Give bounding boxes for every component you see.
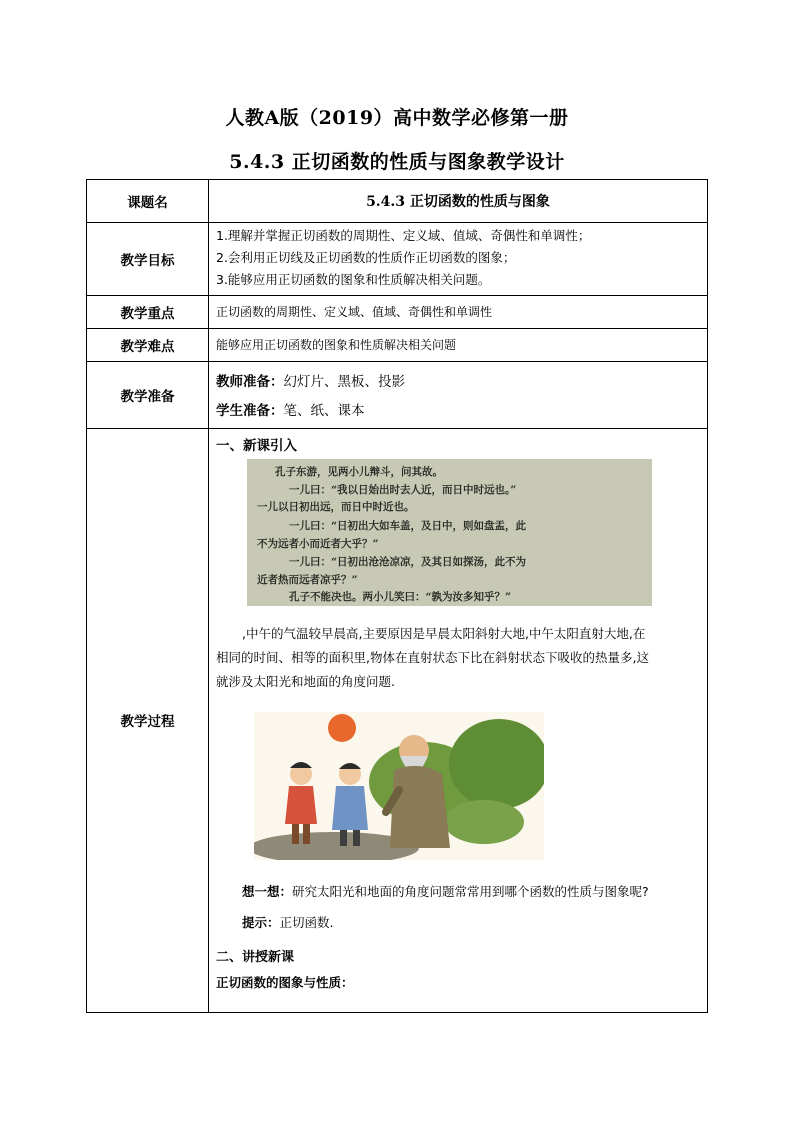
section-new-heading: 二、讲授新课 xyxy=(216,950,295,965)
poem-image xyxy=(247,459,652,606)
child-leg xyxy=(353,830,360,846)
student-prep xyxy=(216,399,365,419)
poem-line: 一儿曰：“我以日始出时去人近，而日中时远也。” xyxy=(289,484,517,496)
student-prep-value: 笔、纸、课本 xyxy=(283,403,365,419)
lesson-table xyxy=(86,179,708,1013)
doc-title: 人教A版（2019）高中数学必修第一册 xyxy=(225,107,569,129)
poem-line: 不为远者小而近者大乎？” xyxy=(257,538,379,550)
doc-subtitle: 5.4.3 正切函数的性质与图象教学设计 xyxy=(229,151,565,173)
confucius-children-illustration xyxy=(254,712,544,860)
column-divider xyxy=(208,180,209,1012)
poem-line: 一儿曰：“日初出沧沧凉凉，及其日如探汤，此不为 xyxy=(289,556,527,568)
poem-line: 一儿曰：“日初出大如车盖，及日中，则如盘盂，此 xyxy=(289,520,527,532)
process-label: 教学过程 xyxy=(120,714,175,730)
child-robe xyxy=(285,786,317,824)
bush xyxy=(444,800,524,844)
poem-line: 近者热而远者凉乎？” xyxy=(257,574,358,586)
student-prep-label: 学生准备： xyxy=(216,403,284,419)
difficulty-label: 教学难点 xyxy=(120,338,175,355)
process-content xyxy=(216,428,704,1012)
teacher-prep-value: 幻灯片、黑板、投影 xyxy=(283,374,405,390)
subsection-heading: 正切函数的图象与性质： xyxy=(216,975,354,990)
goal-item: 1.理解并掌握正切函数的周期性、定义域、值域、奇偶性和单调性； xyxy=(216,228,591,243)
sun-icon xyxy=(328,714,356,742)
think-text: 研究太阳光和地面的角度问题常常用到哪个函数的性质与图象呢? xyxy=(292,884,649,899)
section-intro-heading: 一、新课引入 xyxy=(216,438,297,454)
topic-value: 5.4.3 正切函数的性质与图象 xyxy=(366,194,550,210)
topic-label: 课题名 xyxy=(127,195,168,211)
hint-text: 正切函数. xyxy=(279,915,334,930)
intro-paragraph-line: 相同的时间、相等的面积里,物体在直射状态下比在斜射状态下吸收的热量多,这 xyxy=(216,650,649,665)
teacher-prep xyxy=(216,370,405,390)
intro-paragraph-line: 就涉及太阳光和地面的角度问题. xyxy=(216,674,395,689)
hint-label: 提示： xyxy=(242,915,280,930)
goals-content xyxy=(216,222,706,295)
child-leg xyxy=(292,824,299,844)
preparation-content xyxy=(216,361,696,428)
think-line xyxy=(242,882,649,900)
teacher-prep-label: 教师准备： xyxy=(216,374,284,390)
think-label: 想一想： xyxy=(242,884,293,899)
preparation-label: 教学准备 xyxy=(120,388,175,405)
key-points-label: 教学重点 xyxy=(120,305,175,322)
confucius-robe xyxy=(390,766,450,848)
goal-item: 3.能够应用正切函数的图象和性质解决相关问题。 xyxy=(216,272,491,287)
child-robe xyxy=(332,786,368,830)
child-leg xyxy=(340,830,347,846)
goal-item: 2.会利用正切线及正切函数的性质作正切函数的图象； xyxy=(216,250,516,265)
hint-line xyxy=(242,913,334,931)
intro-paragraph-line: ,中午的气温较早晨高,主要原因是早晨太阳斜射大地,中午太阳直射大地,在 xyxy=(242,626,646,641)
poem-line: 孔子东游，见两小儿辩斗，问其故。 xyxy=(275,466,443,478)
goals-label: 教学目标 xyxy=(120,252,175,269)
child-leg xyxy=(303,824,310,844)
difficulty-value: 能够应用正切函数的图象和性质解决相关问题 xyxy=(216,338,457,352)
poem-line: 一儿以日初出远，而日中时近也。 xyxy=(257,501,415,513)
poem-line: 孔子不能决也。两小儿笑曰：“孰为汝多知乎？” xyxy=(289,591,512,603)
key-points-value: 正切函数的周期性、定义域、值域、奇偶性和单调性 xyxy=(216,305,493,319)
